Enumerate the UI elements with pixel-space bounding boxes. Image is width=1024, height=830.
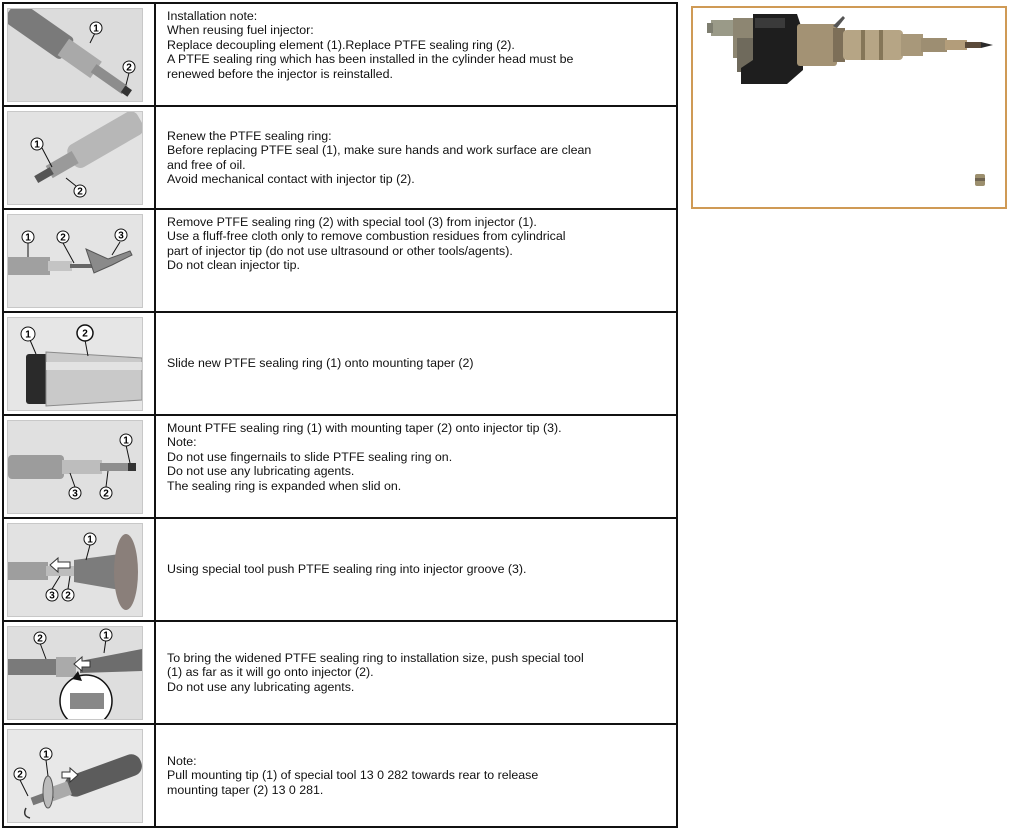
step-row-8 [3,724,677,827]
step-text-line: Do not use fingernails to slide PTFE sealing ring on. [167,449,453,464]
step-text-line: The sealing ring is expanded when slid on. [167,478,402,493]
fuel-injector-photo [691,6,1007,209]
step-text-line: Slide new PTFE sealing ring (1) onto mounting taper (2) [167,356,474,371]
step-text-line: Note: [167,435,197,450]
step-figure-cell [3,106,155,209]
step-text-line: Avoid mechanical contact with injector tip (2). [167,171,415,186]
step-figure-cell [3,724,155,827]
step-figure-cell [3,621,155,724]
step-text-line: Replace decoupling element (1).Replace PTFE sealing ring (2). [167,37,515,52]
step-figure-cell [3,415,155,518]
step-text-line: A PTFE sealing ring which has been installed in the cylinder head must be [167,52,574,67]
step-text-cell [155,621,677,724]
step-figure-cell [3,3,155,106]
step-text-line: Pull mounting tip (1) of special tool 13 0 282 towards rear to release [167,768,539,783]
step-figure-cell [3,312,155,415]
figure-callout: 1 [25,232,31,243]
step-figure-cell [3,209,155,312]
figure-callout: 1 [34,139,40,150]
figure-callout: 3 [49,590,55,601]
step-text-line: Do not use any lubricating agents. [167,464,355,479]
step-row-1 [3,3,677,106]
step-text-cell [155,312,677,415]
step-text-line: Using special tool push PTFE sealing ring into injector groove (3). [167,562,527,577]
figure-callout: 1 [93,23,99,34]
step-text-line: and free of oil. [167,157,246,172]
figure-callout: 1 [87,534,93,545]
step-row-6 [3,518,677,621]
step-text-line: Note: [167,753,197,768]
step-text-line: part of injector tip (do not use ultrasound or other tools/agents). [167,243,513,258]
step-text-line: Mount PTFE sealing ring (1) with mounting taper (2) onto injector tip (3). [167,421,562,435]
step-text-line: Installation note: [167,9,258,23]
figure-callout: 2 [82,328,88,339]
injector-diagram-icon [7,523,143,617]
step-text-line: Use a fluff-free cloth only to remove combustion residues from cylindrical [167,229,566,244]
step-row-2 [3,106,677,209]
step-text-line: Renew the PTFE sealing ring: [167,128,332,143]
injector-diagram-icon [7,729,143,823]
injector-diagram-icon [7,317,143,411]
injector-diagram-icon [7,420,143,514]
step-text-line: When reusing fuel injector: [167,23,314,38]
figure-callout: 1 [43,749,49,760]
step-text-line: Do not use any lubricating agents. [167,679,355,694]
step-text-cell [155,209,677,312]
figure-callout: 2 [37,633,43,644]
step-text-cell [155,724,677,827]
step-text-line: Remove PTFE sealing ring (2) with special tool (3) from injector (1). [167,215,537,229]
injector-diagram-icon [7,8,143,102]
step-text-line: renewed before the injector is reinstalled. [167,66,393,81]
figure-callout: 2 [77,186,83,197]
step-text-line: To bring the widened PTFE sealing ring to installation size, push special tool [167,650,584,665]
figure-callout: 2 [103,488,109,499]
step-row-7 [3,621,677,724]
step-row-4 [3,312,677,415]
figure-callout: 2 [126,62,132,73]
step-text-line: (1) as far as it will go onto injector (2). [167,665,374,680]
figure-callout: 2 [17,769,23,780]
figure-callout: 1 [123,435,129,446]
step-text-cell [155,518,677,621]
injector-diagram-icon [7,111,143,205]
step-text-cell [155,3,677,106]
step-row-3 [3,209,677,312]
figure-callout: 1 [103,630,109,641]
figure-callout: 3 [118,230,124,241]
injector-diagram-icon [7,214,143,308]
step-row-5 [3,415,677,518]
step-text-line: mounting taper (2) 13 0 281. [167,782,324,797]
procedure-table [2,2,678,828]
step-figure-cell [3,518,155,621]
figure-callout: 1 [25,329,31,340]
step-text-line: Before replacing PTFE seal (1), make sure hands and work surface are clean [167,143,592,158]
step-text-line: Do not clean injector tip. [167,258,300,273]
step-text-cell [155,415,677,518]
fuel-injector-icon [693,8,1005,207]
figure-callout: 2 [60,232,66,243]
figure-callout: 3 [72,488,78,499]
step-text-cell [155,106,677,209]
injector-diagram-icon [7,626,143,720]
figure-callout: 2 [65,590,71,601]
